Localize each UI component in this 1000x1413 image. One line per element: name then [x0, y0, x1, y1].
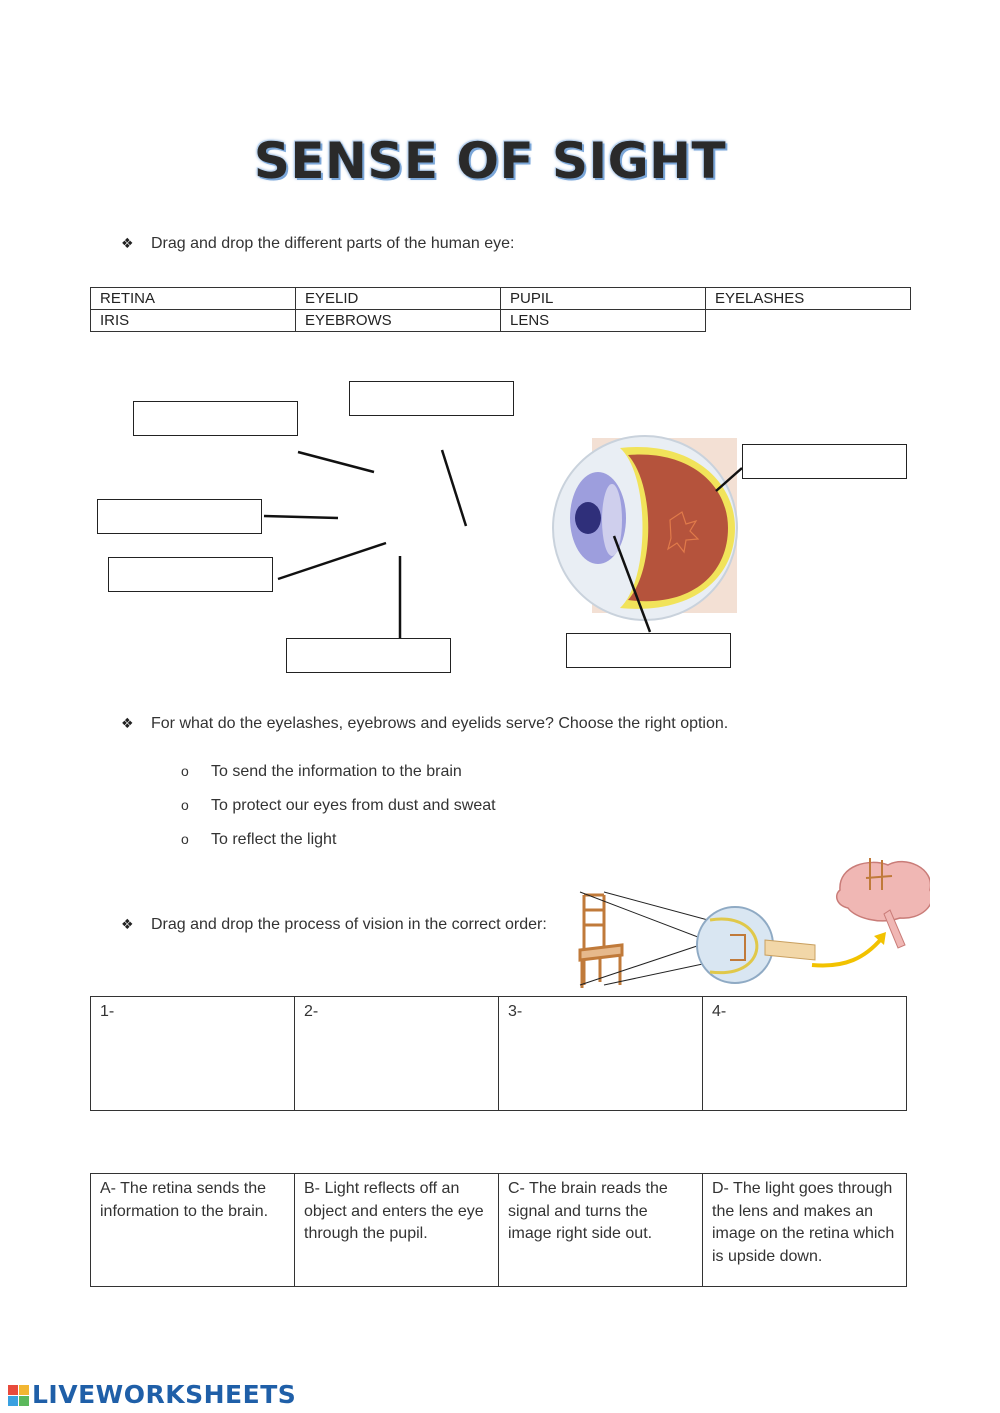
bullet-icon: ❖	[121, 235, 134, 251]
word-bank-empty-cell	[706, 310, 911, 332]
bullet-icon: ❖	[121, 916, 134, 932]
question-protection-text: For what do the eyelashes, eyebrows and eyelids serve? Choose the right option.	[151, 715, 729, 732]
eye-label-dropbox[interactable]	[133, 401, 298, 436]
answer-option-text: To send the information to the brain	[211, 763, 462, 780]
word-bank-item[interactable]: IRIS	[91, 310, 296, 332]
statement-card[interactable]: B- Light reflects off an object and enters the eye through the pupil.	[295, 1174, 499, 1287]
answer-option-text: To reflect the light	[211, 831, 337, 848]
word-bank-item[interactable]: PUPIL	[501, 288, 706, 310]
step-dropzone[interactable]	[295, 997, 499, 1111]
word-bank-item[interactable]: RETINA	[91, 288, 296, 310]
eyeball-icon	[697, 907, 815, 983]
answer-option-text: To protect our eyes from dust and sweat	[211, 797, 496, 814]
radio-circle-icon[interactable]: o	[181, 831, 189, 847]
answer-option[interactable]	[181, 831, 336, 849]
step-dropzone[interactable]	[499, 997, 703, 1111]
eye-label-dropbox[interactable]	[566, 633, 731, 668]
instruction-process-text: Drag and drop the process of vision in the correct order:	[151, 916, 547, 933]
word-bank-item[interactable]: EYELID	[296, 288, 501, 310]
liveworksheets-logo-icon	[8, 1385, 30, 1407]
footer-brand	[8, 1380, 296, 1409]
step-label: 2-	[304, 1003, 319, 1020]
word-bank-item[interactable]: EYELASHES	[706, 288, 911, 310]
chair-icon	[580, 895, 622, 988]
footer-brand-text: LIVEWORKSHEETS	[32, 1380, 297, 1409]
eye-label-dropbox[interactable]	[286, 638, 451, 673]
eye-label-dropbox[interactable]	[97, 499, 262, 534]
answer-option[interactable]	[181, 797, 496, 815]
step-label: 1-	[100, 1003, 115, 1020]
vision-process-illustration	[570, 850, 930, 990]
radio-circle-icon[interactable]: o	[181, 797, 189, 813]
steps-table	[90, 996, 907, 1111]
eye-label-dropbox[interactable]	[349, 381, 514, 416]
instruction-parts-text: Drag and drop the different parts of the human eye:	[151, 235, 515, 252]
statement-card[interactable]: A- The retina sends the information to the brain.	[91, 1174, 295, 1287]
internal-eye-illustration	[553, 436, 737, 620]
bullet-icon: ❖	[121, 715, 134, 731]
step-dropzone[interactable]	[91, 997, 295, 1111]
question-protection	[121, 715, 728, 733]
eye-label-dropbox[interactable]	[108, 557, 273, 592]
word-bank-item[interactable]: LENS	[501, 310, 706, 332]
step-label: 3-	[508, 1003, 523, 1020]
page-title: SENSE OF SIGHT	[253, 132, 727, 190]
statements-table	[90, 1173, 907, 1287]
instruction-parts	[121, 235, 515, 253]
statement-card[interactable]: D- The light goes through the lens and makes an image on the retina which is upside down.	[703, 1174, 907, 1287]
answer-option[interactable]	[181, 763, 462, 781]
arrow-icon	[812, 938, 882, 966]
word-bank	[90, 287, 911, 332]
step-dropzone[interactable]	[703, 997, 907, 1111]
statement-card[interactable]: C- The brain reads the signal and turns the image right side out.	[499, 1174, 703, 1287]
radio-circle-icon[interactable]: o	[181, 763, 189, 779]
instruction-process	[121, 916, 547, 934]
word-bank-item[interactable]: EYEBROWS	[296, 310, 501, 332]
eye-label-dropbox[interactable]	[742, 444, 907, 479]
step-label: 4-	[712, 1003, 727, 1020]
